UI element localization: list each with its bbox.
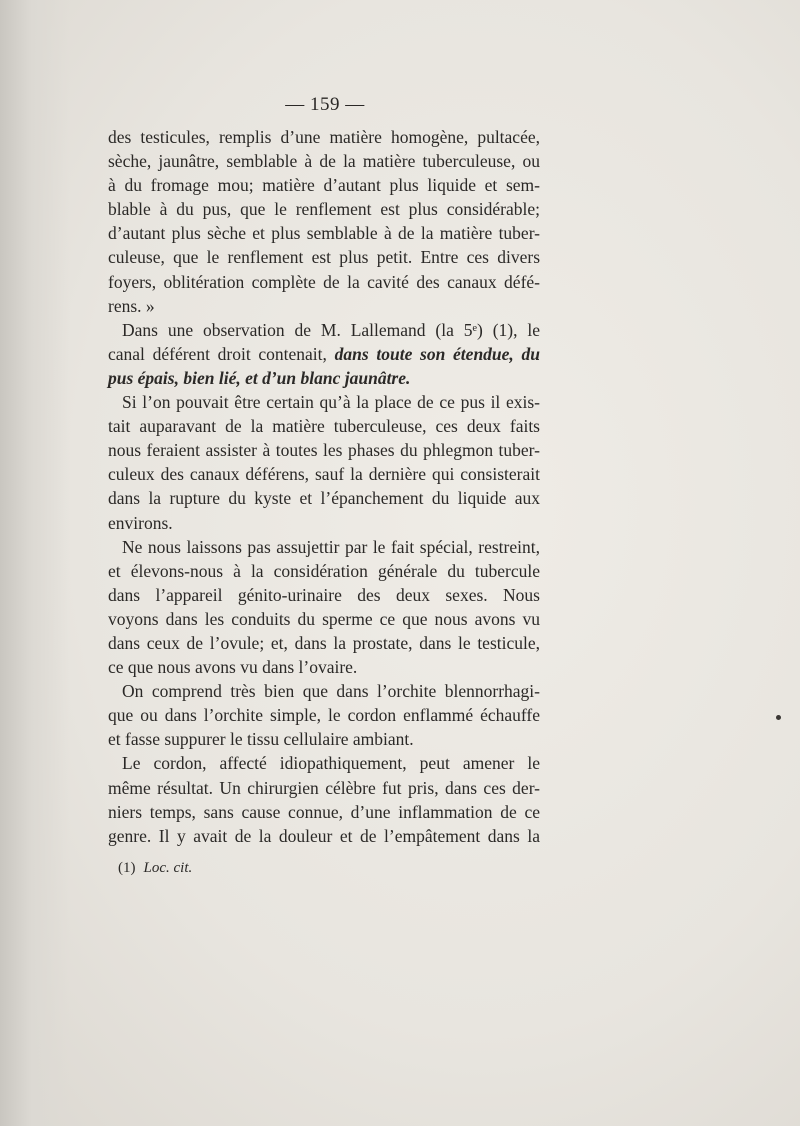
body-text [108, 125, 540, 848]
text-line: dans l’appareil génito-urinaire des deux sexes. Nous [108, 584, 540, 605]
text-line: dans ceux de l’ovule; et, dans la prostate, dans le testicule, [108, 632, 540, 653]
text-line: nous feraient assister à toutes les phases du phlegmon tuber- [108, 440, 540, 461]
paragraph-first-line: Si l’on pouvait être certain qu’à la place de ce pus il exis- [122, 392, 540, 413]
footnote-text: Loc. cit. [143, 860, 193, 876]
text-line [108, 366, 540, 390]
text-line: des testicules, remplis d’une matière homogène, pultacée, [108, 127, 540, 147]
binding-gutter-shadow [0, 0, 70, 1126]
text-line: blable à du pus, que le renflement est plus considérable; [108, 199, 540, 220]
paragraph-first-line: Le cordon, affecté idiopathiquement, peut amener le [122, 753, 540, 774]
text-line: foyers, oblitération complète de la cavité des canaux défé- [108, 271, 540, 292]
text-line: d’autant plus sèche et plus semblable à de la matière tuber- [108, 223, 540, 244]
footnote-ref: (1) [118, 860, 136, 876]
text-line: niers temps, sans cause connue, d’une inflammation de ce [108, 801, 540, 822]
italic-emphasis: dans toute son étendue, du [334, 343, 540, 364]
footnote [118, 860, 192, 877]
text-line: voyons dans les conduits du sperme ce que nous avons vu [108, 608, 540, 629]
text-line: à du fromage mou; matière d’autant plus liquide et sem- [108, 175, 540, 196]
text-line: sèche, jaunâtre, semblable à de la matière tuberculeuse, ou [108, 151, 540, 172]
text-line: culeux des canaux déférens, sauf la dernière qui consisterait [108, 464, 540, 485]
text-line: dans la rupture du kyste et l’épanchement du liquide aux [108, 488, 540, 509]
text-line: ce que nous avons vu dans l’ovaire. [108, 657, 358, 678]
ink-speck [776, 715, 781, 720]
paragraph-first-line: Ne nous laissons pas assujettir par le fait spécial, restreint, [122, 536, 540, 557]
page-number: — 159 — [285, 94, 365, 115]
text-line: genre. Il y avait de la douleur et de l’empâtement dans la [108, 825, 540, 846]
text-line: et fasse suppurer le tissu cellulaire ambiant. [108, 729, 414, 750]
text-line: que ou dans l’orchite simple, le cordon enflammé échauffe [108, 705, 540, 726]
text-line: et élevons-nous à la considération générale du tubercule [108, 560, 540, 581]
paragraph-first-line: Dans une observation de M. Lallemand (la 5ᵉ) (1), le [122, 319, 540, 340]
text-line: culeuse, que le renflement est plus petit. Entre ces divers [108, 247, 540, 268]
text-line: canal déférent droit contenait, dans toute son étendue, du [108, 343, 540, 364]
paragraph-first-line: On comprend très bien que dans l’orchite blennorrhagi- [122, 681, 540, 702]
text-line: environs. [108, 512, 173, 533]
italic-emphasis: pus épais, bien lié, et d’un blanc jaunâtre. [108, 367, 411, 388]
text-line: rens. » [108, 295, 155, 316]
text-line: tait auparavant de la matière tuberculeuse, ces deux faits [108, 416, 540, 437]
text-line: même résultat. Un chirurgien célèbre fut pris, dans ces der- [108, 777, 540, 798]
